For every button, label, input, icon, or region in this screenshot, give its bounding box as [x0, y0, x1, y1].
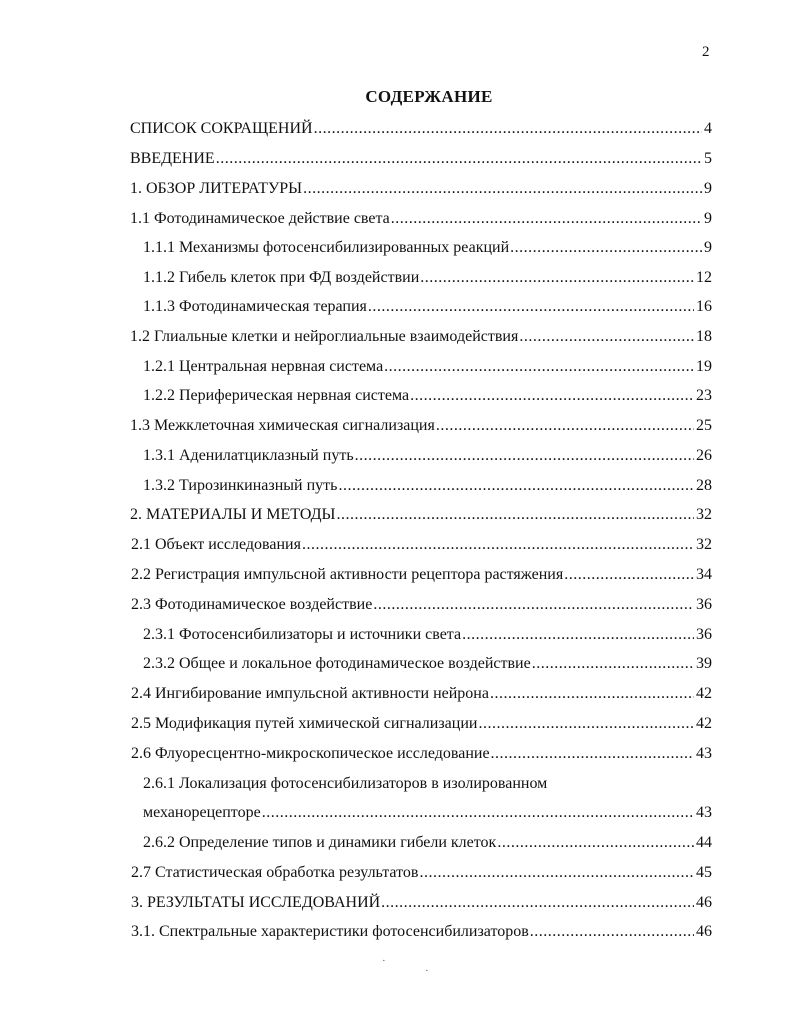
toc-entry-page: 39: [696, 655, 712, 672]
leader-dots: [419, 863, 694, 883]
toc-entry-title: ВВЕДЕНИЕ: [130, 150, 215, 167]
toc-entry-page: 9: [704, 239, 712, 256]
toc-entry-page: 32: [696, 506, 712, 523]
leader-dots: [355, 446, 694, 466]
toc-entry-page: 5: [704, 150, 712, 167]
toc-entry-page: 23: [696, 387, 712, 404]
toc-entry: [131, 863, 712, 883]
leader-dots: [302, 535, 694, 555]
toc-entry-title: 2.6.1 Локализация фотосенсибилизаторов в изолированном: [143, 775, 548, 792]
toc-entry-title: 2.7 Статистическая обработка результатов: [131, 864, 419, 881]
leader-dots: [373, 595, 694, 615]
toc-entry-title: 2.1 Объект исследования: [131, 536, 301, 553]
toc-entry-title: 1.3.1 Аденилатциклазный путь: [143, 447, 354, 464]
toc-entry-title: 1.1.3 Фотодинамическая терапия: [143, 298, 367, 315]
toc-entry: [130, 179, 712, 199]
toc-entry: [130, 505, 712, 525]
toc-entry: [143, 357, 712, 377]
toc-entry-page: 43: [696, 804, 712, 821]
toc-entry-page: 46: [696, 894, 712, 911]
leader-dots: [491, 744, 694, 764]
toc-entry-page: 25: [696, 417, 712, 434]
toc-entry-title: 3.1. Спектральные характеристики фотосенсибилизаторов: [131, 923, 529, 940]
toc-entry: [143, 446, 712, 466]
leader-dots: [410, 386, 694, 406]
toc-entry-page: 44: [696, 834, 712, 851]
toc-entry: [130, 209, 712, 229]
toc-entry-page: 19: [696, 358, 712, 375]
toc-entry-title: 1.3 Межклеточная химическая сигнализация: [130, 417, 435, 434]
leader-dots: [391, 209, 702, 229]
toc-entry: [131, 565, 712, 585]
toc-entry-page: 26: [696, 447, 712, 464]
toc-entry-page: 28: [696, 477, 712, 494]
toc-entry: [131, 714, 712, 734]
leader-dots: [384, 357, 694, 377]
toc-entry-title: 1.2 Глиальные клетки и нейроглиальные взаимодействия: [130, 328, 519, 345]
leader-dots: [368, 297, 694, 317]
toc-entry-page: 9: [704, 180, 712, 197]
leader-dots: [530, 922, 694, 942]
toc-entry-title: 3. РЕЗУЛЬТАТЫ ИССЛЕДОВАНИЙ: [131, 894, 381, 911]
toc-entry-title: 1.1 Фотодинамическое действие света: [130, 210, 390, 227]
leader-dots: [490, 684, 694, 704]
leader-dots: [519, 327, 694, 347]
toc-entry-title: 2. МАТЕРИАЛЫ И МЕТОДЫ: [130, 506, 336, 523]
toc-entry-page: 32: [696, 536, 712, 553]
toc-entry-page: 36: [696, 626, 712, 643]
toc-entry-title: 2.4 Ингибирование импульсной активности нейрона: [131, 685, 489, 702]
toc-entry-title: 2.2 Регистрация импульсной активности рецептора растяжения: [131, 566, 564, 583]
toc-entry-page: 45: [696, 864, 712, 881]
toc-entry-page: 46: [696, 923, 712, 940]
leader-dots: [336, 505, 694, 525]
toc-entry-page: 34: [696, 566, 712, 583]
toc-entry-title: 1.2.2 Периферическая нервная система: [143, 387, 410, 404]
leader-dots: [338, 476, 694, 496]
toc-entry-title: 2.3 Фотодинамическое воздействие: [131, 596, 373, 613]
toc-entry: [143, 238, 712, 258]
toc-entry: [143, 386, 712, 406]
toc-entry: [130, 119, 712, 139]
toc-entry: [131, 684, 712, 704]
leader-dots: [532, 654, 694, 674]
toc-entry-title: СПИСОК СОКРАЩЕНИЙ: [130, 120, 313, 137]
leader-dots: [420, 268, 694, 288]
toc-entry-page: 42: [696, 685, 712, 702]
leader-dots: [216, 149, 702, 169]
toc-entry: [131, 922, 712, 942]
toc-entry: [130, 327, 712, 347]
toc-entry: [143, 268, 712, 288]
toc-entry: [143, 833, 712, 853]
toc-entry-title: 2.6.2 Определение типов и динамики гибели клеток: [143, 834, 497, 851]
toc-entry-title: 1.3.2 Тирозинкиназный путь: [143, 477, 338, 494]
leader-dots: [478, 714, 694, 734]
toc-entry: [143, 803, 712, 823]
toc-entry: [143, 476, 712, 496]
toc-entry-page: 43: [696, 745, 712, 762]
toc-entry: [130, 149, 712, 169]
toc-entry-title: механорецепторе: [143, 804, 261, 821]
toc-entry: [130, 416, 712, 436]
toc-entry-page: 36: [696, 596, 712, 613]
toc-entry: [131, 893, 712, 913]
toc-entry-title: 1.2.1 Центральная нервная система: [143, 358, 384, 375]
toc-entry-title: 2.3.2 Общее и локальное фотодинамическое воздействие: [143, 655, 531, 672]
leader-dots: [436, 416, 694, 436]
toc-entry: [143, 625, 712, 645]
toc-entry-title: 2.3.1 Фотосенсибилизаторы и источники света: [143, 626, 462, 643]
toc-entry: [131, 595, 712, 615]
toc-entry-title: 2.5 Модификация путей химической сигнализации: [131, 715, 478, 732]
scan-speck: ·: [382, 955, 386, 967]
page-number: 2: [702, 44, 710, 60]
scan-speck: ·: [425, 965, 429, 977]
toc-entry: [131, 535, 712, 555]
leader-dots: [510, 238, 702, 258]
leader-dots: [497, 833, 694, 853]
leader-dots: [381, 893, 694, 913]
toc-entry-page: 12: [696, 269, 712, 286]
page-title: СОДЕРЖАНИЕ: [365, 87, 493, 106]
leader-dots: [314, 119, 702, 139]
toc-entry-page: 18: [696, 328, 712, 345]
leader-dots: [303, 179, 702, 199]
leader-dots: [462, 625, 694, 645]
toc-entry-title: 1.1.1 Механизмы фотосенсибилизированных реакций: [143, 239, 510, 256]
toc-entry-title: 1. ОБЗОР ЛИТЕРАТУРЫ: [130, 180, 303, 197]
toc-entry: [131, 744, 712, 764]
toc-entry: [143, 297, 712, 317]
toc-entry: [143, 654, 712, 674]
toc-entry-page: 42: [696, 715, 712, 732]
toc-entry-title: 2.6 Флуоресцентно-микроскопическое исследование: [131, 745, 490, 762]
toc-entry-page: 4: [704, 120, 712, 137]
leader-dots: [564, 565, 694, 585]
leader-dots: [262, 803, 694, 823]
toc-entry-page: 16: [696, 298, 712, 315]
toc-entry-title: 1.1.2 Гибель клеток при ФД воздействии: [143, 269, 420, 286]
toc-entry-page: 9: [704, 210, 712, 227]
